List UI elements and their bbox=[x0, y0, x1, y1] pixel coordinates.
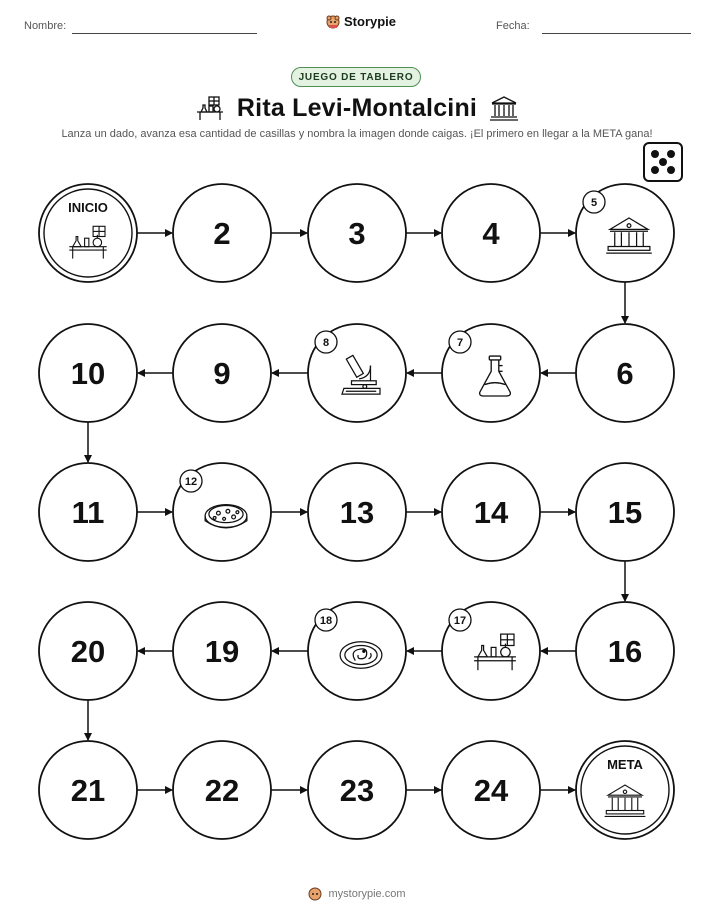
board-square-1[interactable] bbox=[39, 184, 137, 282]
square-number: 3 bbox=[348, 216, 366, 251]
square-number: 11 bbox=[71, 495, 105, 530]
name-label: Nombre: bbox=[24, 20, 67, 32]
board-square-15[interactable] bbox=[576, 463, 674, 561]
board-square-24[interactable] bbox=[442, 741, 540, 839]
board-square-6[interactable] bbox=[576, 324, 674, 422]
board-square-8[interactable] bbox=[308, 324, 406, 422]
instructions-text: Lanza un dado, avanza esa cantidad de casillas y nombra la imagen donde caigas. ¡El primero en llegar a la META gana! bbox=[61, 128, 653, 140]
board-square-2[interactable] bbox=[173, 184, 271, 282]
board-square-18[interactable] bbox=[308, 602, 406, 700]
game-type-badge: JUEGO DE TABLERO bbox=[291, 67, 421, 87]
mascot-icon bbox=[308, 887, 322, 901]
square-number: 15 bbox=[607, 495, 643, 530]
board-square-7[interactable] bbox=[442, 324, 540, 422]
board-square-19[interactable] bbox=[173, 602, 271, 700]
square-number: 10 bbox=[70, 356, 106, 391]
square-number: 9 bbox=[213, 356, 231, 391]
start-label: INICIO bbox=[68, 200, 108, 215]
square-number: 16 bbox=[607, 634, 643, 669]
footer bbox=[0, 887, 714, 901]
square-number-badge: 12 bbox=[184, 476, 198, 488]
board-square-12[interactable] bbox=[173, 463, 271, 561]
board-square-22[interactable] bbox=[173, 741, 271, 839]
square-number: 20 bbox=[70, 634, 106, 669]
square-number: 4 bbox=[482, 216, 500, 251]
square-number: 13 bbox=[339, 495, 375, 530]
board-square-11[interactable] bbox=[39, 463, 137, 561]
square-number-badge: 8 bbox=[322, 337, 330, 349]
page-title: Rita Levi-Montalcini bbox=[236, 93, 478, 122]
board-square-17[interactable] bbox=[442, 602, 540, 700]
square-number: 14 bbox=[473, 495, 509, 530]
board-square-5[interactable] bbox=[576, 184, 674, 282]
finish-label: META bbox=[607, 757, 643, 772]
board-square-13[interactable] bbox=[308, 463, 406, 561]
board-square-16[interactable] bbox=[576, 602, 674, 700]
board-square-14[interactable] bbox=[442, 463, 540, 561]
square-number: 19 bbox=[204, 634, 240, 669]
square-number: 6 bbox=[616, 356, 634, 391]
board-square-21[interactable] bbox=[39, 741, 137, 839]
footer-site[interactable]: mystorypie.com bbox=[328, 888, 406, 900]
square-number: 24 bbox=[473, 773, 509, 808]
square-number-badge: 7 bbox=[456, 337, 464, 349]
board-square-20[interactable] bbox=[39, 602, 137, 700]
board-square-23[interactable] bbox=[308, 741, 406, 839]
date-label: Fecha: bbox=[496, 20, 530, 32]
board-square-25[interactable] bbox=[576, 741, 674, 839]
board-square-10[interactable] bbox=[39, 324, 137, 422]
square-number: 22 bbox=[204, 773, 240, 808]
board-square-9[interactable] bbox=[173, 324, 271, 422]
board-square-4[interactable] bbox=[442, 184, 540, 282]
square-number: 2 bbox=[213, 216, 231, 251]
brand-name: Storypie bbox=[344, 14, 397, 29]
square-number-badge: 5 bbox=[590, 197, 598, 209]
board-square-3[interactable] bbox=[308, 184, 406, 282]
square-number-badge: 17 bbox=[453, 615, 467, 627]
square-number: 21 bbox=[70, 773, 106, 808]
square-number: 23 bbox=[339, 773, 375, 808]
square-number-badge: 18 bbox=[319, 615, 333, 627]
